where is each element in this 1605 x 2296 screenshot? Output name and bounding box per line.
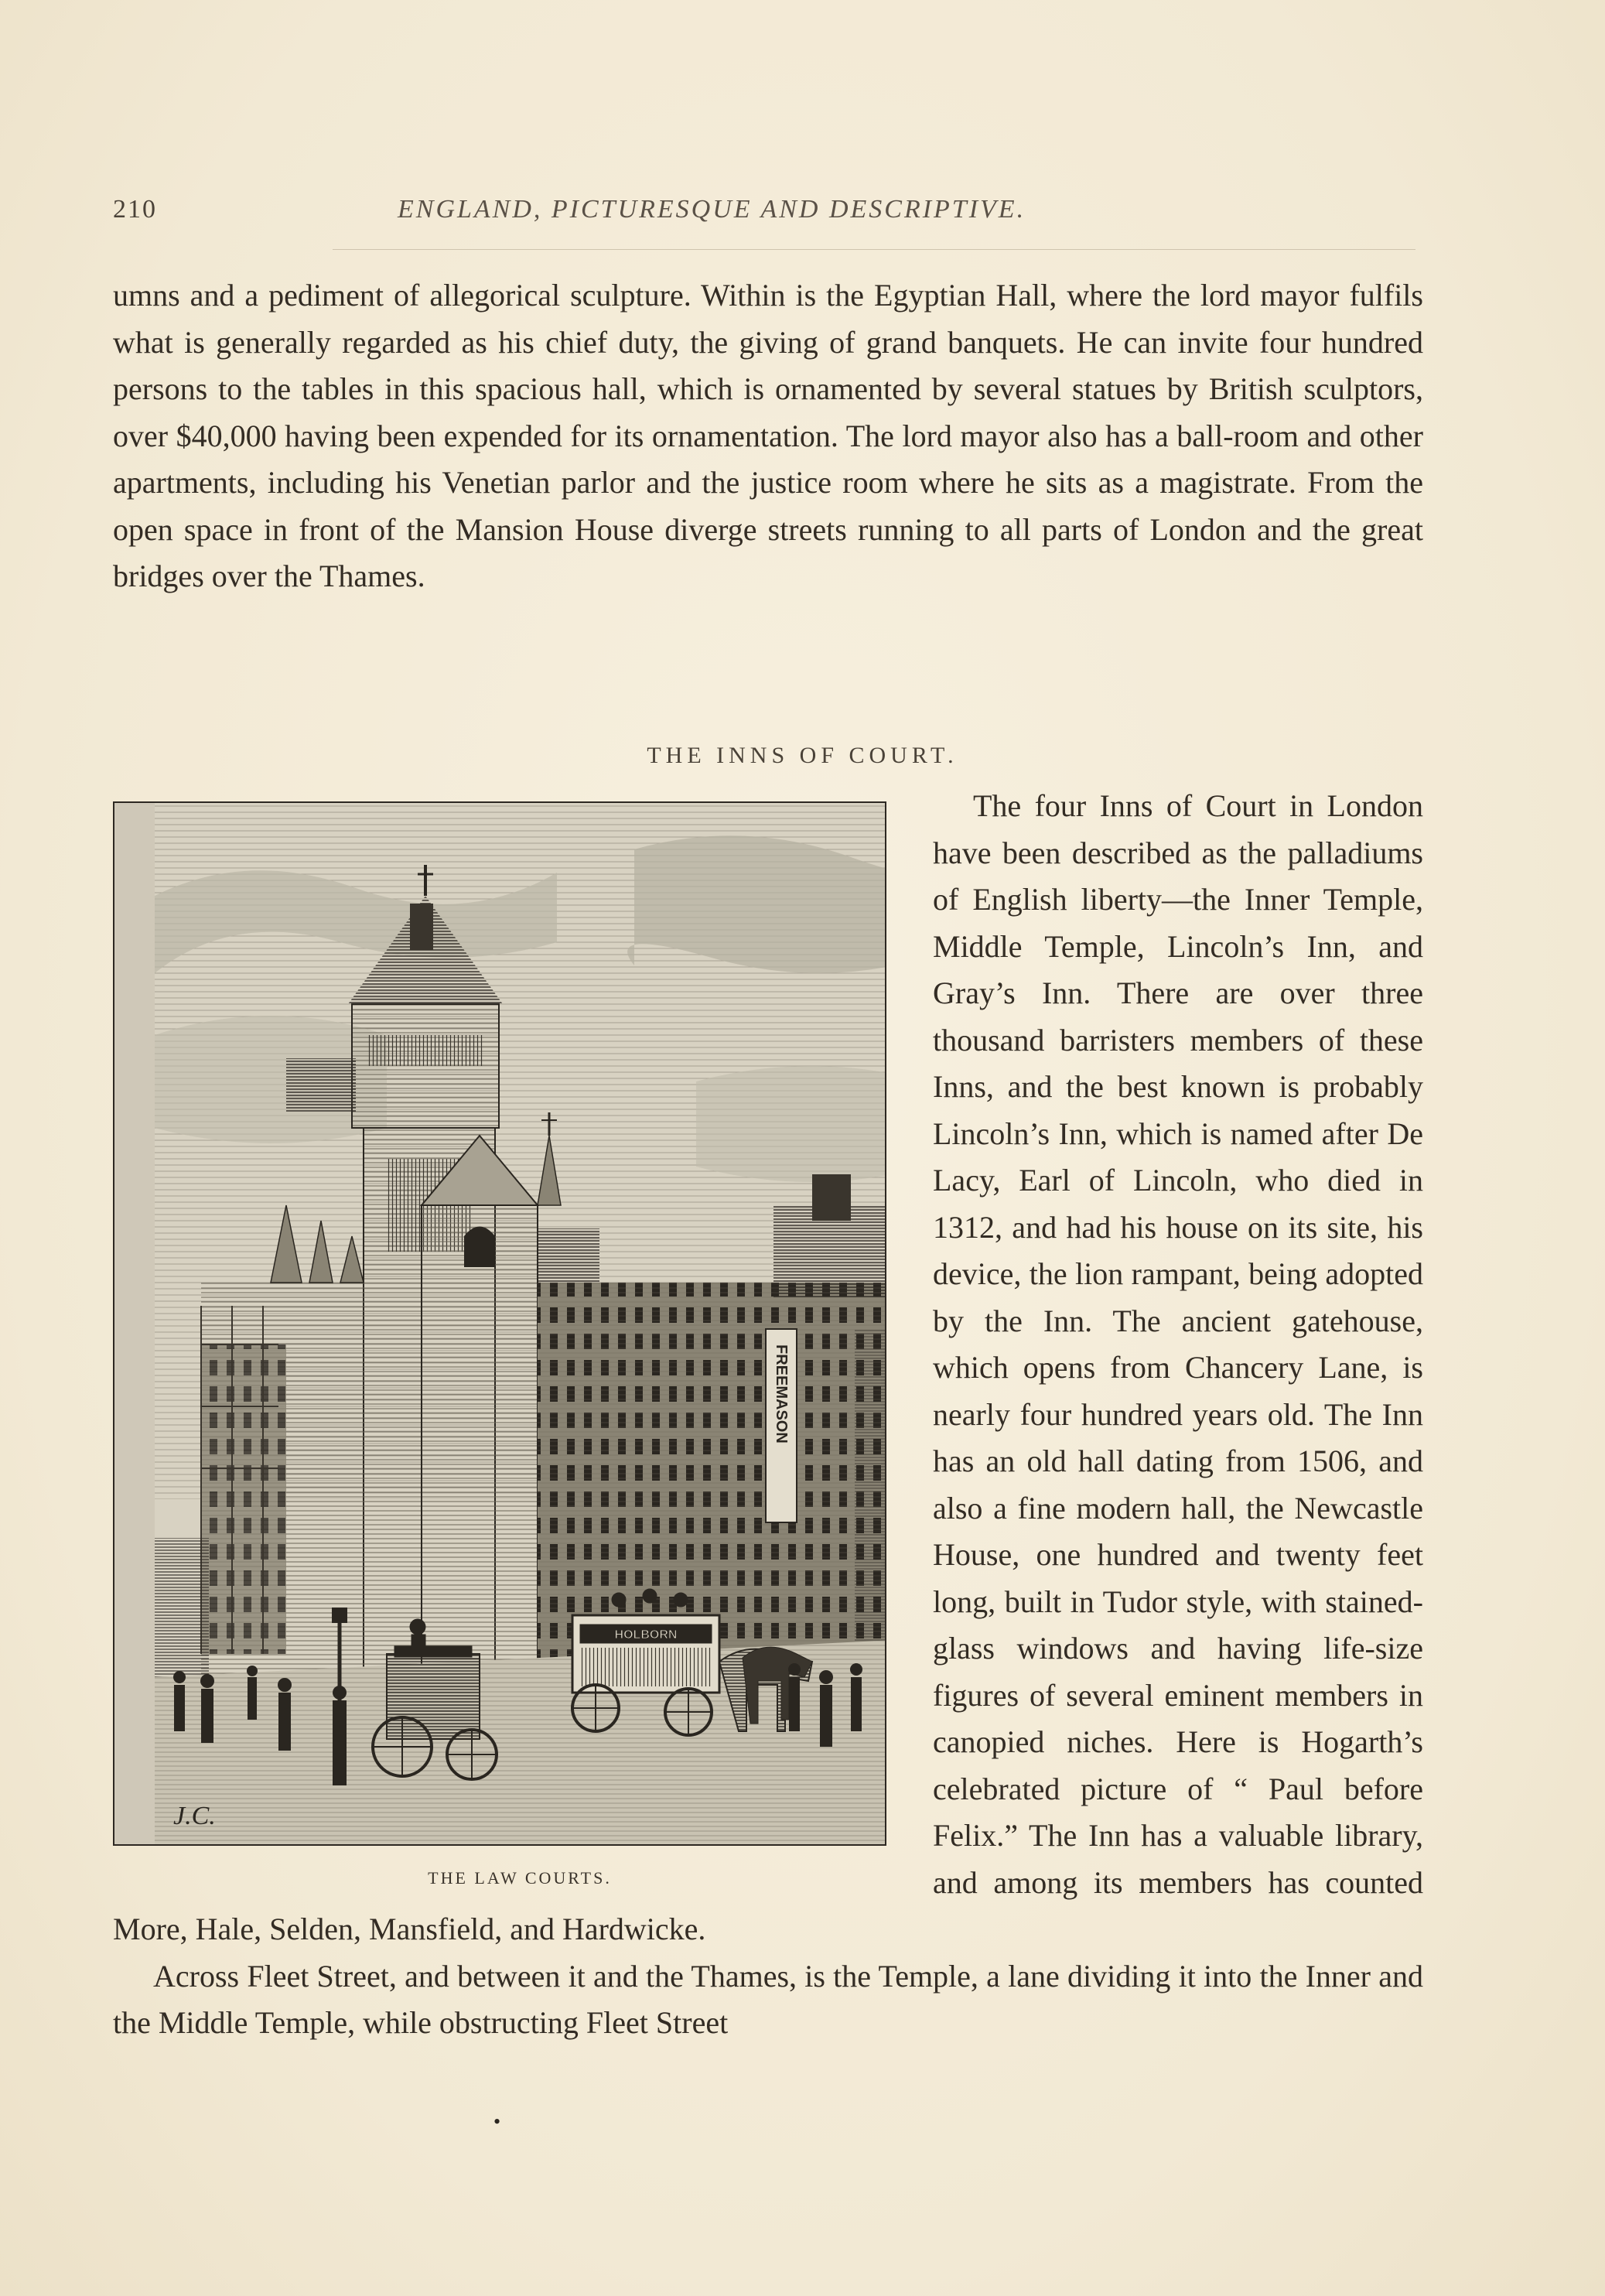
footer-mark: •	[493, 2110, 501, 2133]
engraver-mark: J.C.	[173, 1802, 216, 1830]
engraving-illustration	[155, 803, 886, 1844]
engraving-law-courts	[113, 801, 886, 1846]
shop-sign-text: FREEMASON	[773, 1344, 790, 1444]
running-title: ENGLAND, PICTURESQUE AND DESCRIPTIVE.	[398, 195, 1026, 224]
figure-caption: THE LAW COURTS.	[428, 1868, 612, 1888]
figure-law-courts	[113, 794, 902, 1892]
omnibus-sign-text: HOLBORN	[614, 1628, 678, 1642]
inns-of-court-text-block	[113, 783, 1423, 2047]
page-number: 210	[113, 195, 157, 224]
paragraph-inns-of-court: The four Inns of Court in London have been described as the palladiums of English liberty—the Inner Temple, Middle Temple, Lincoln’s Inn, and Gray’s Inn. There are over three thousand barristers members of these Inns, and the best known is probably Lincoln’s Inn, which is named after De Lacy, Earl of Lincoln, who died in 1312, and had his house on its site, his device, the lion rampant, being adopted by the Inn. The ancient gatehouse, which opens from Chancery Lane, is nearly four hundred years old. The Inn has an old hall dating from 1506, and also a fine modern hall, the Newcastle House, one hundred and twenty feet long, built in Tudor style, with stained-glass windows and having life-size figures of several eminent members in canopied niches. Here is Hogarth’s celebrated picture of “ Paul before Felix.” The Inn has a valuable library, and among its members has counted More, Hale, Selden, Mansfield, and Hardwicke.	[113, 788, 1423, 1946]
header-rule	[333, 249, 1415, 250]
paragraph-mansion-house: umns and a pediment of allegorical sculpture. Within is the Egyptian Hall, where the lord mayor fulfils what is generally regarded as his chief duty, the giving of grand banquets. He can invite four hundred persons to the tables in this spacious hall, which is ornamented by several statues by British sculptors, over $40,000 having been expended for its ornamentation. The lord mayor also has a ball-room and other apartments, including his Venetian parlor and the justice room where he sits as a magistrate. From the open space in front of the Mansion House diverge streets running to all parts of London and the great bridges over the Thames.	[113, 278, 1423, 593]
section-heading: THE INNS OF COURT.	[647, 743, 958, 768]
paragraph-fleet-street: Across Fleet Street, and between it and the Thames, is the Temple, a lane dividing it into the Inner and the Middle Temple, while obstructing Fleet Street	[113, 1958, 1423, 2040]
running-head	[113, 195, 1423, 234]
